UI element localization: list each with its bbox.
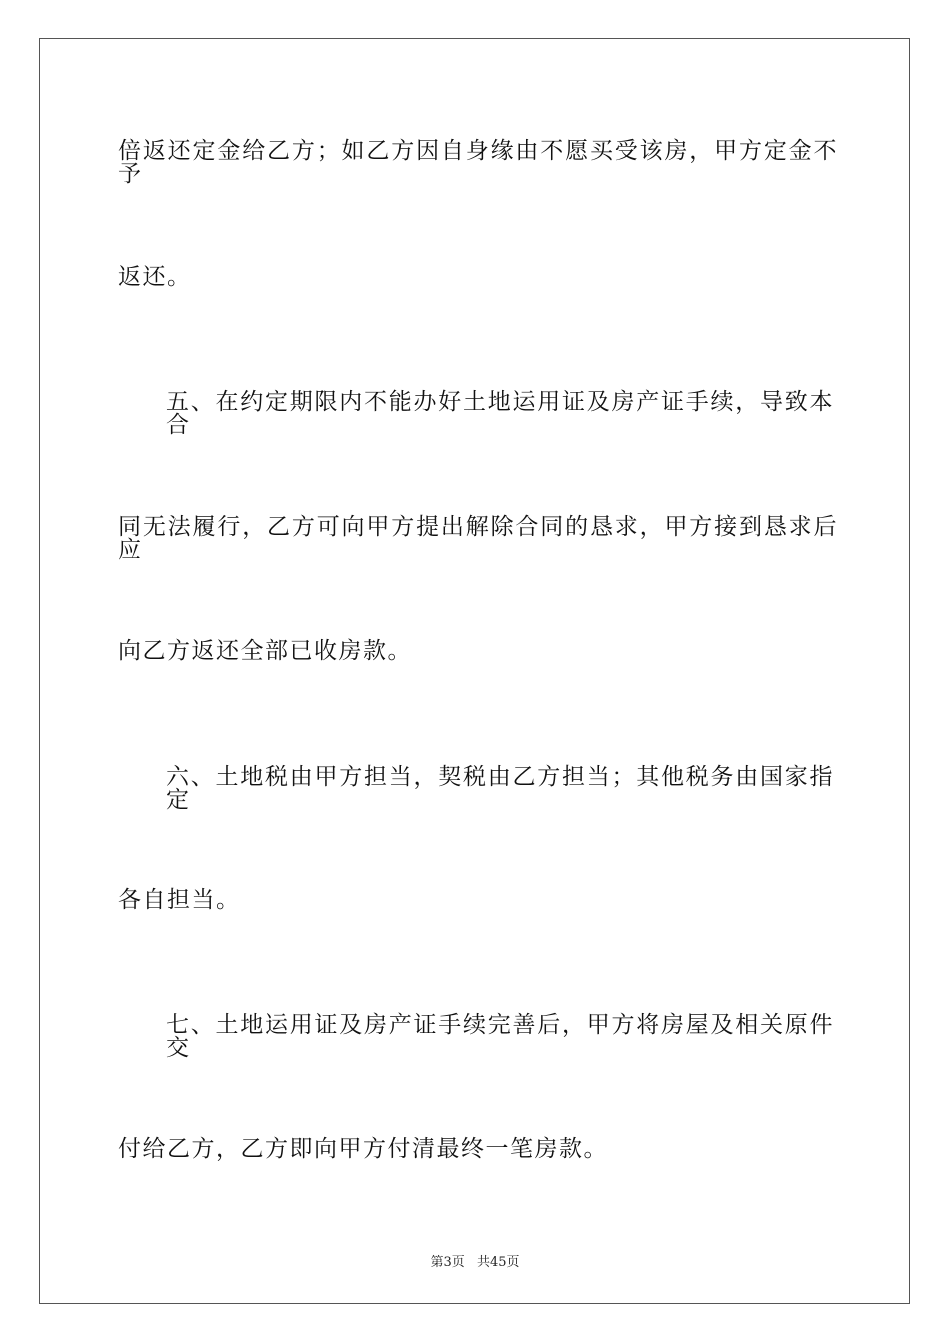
page-total: 共45页 [476,1255,520,1270]
body-line-6: 六、土地税由甲方担当，契税由乙方担当；其他税务由国家指定 [166,764,834,813]
page-frame [39,38,910,1304]
body-line-5: 向乙方返还全部已收房款。 [118,638,412,664]
body-line-7: 各自担当。 [118,887,241,913]
body-line-2: 返还。 [118,264,192,290]
body-line-9: 付给乙方，乙方即向甲方付清最终一笔房款。 [118,1136,608,1162]
body-line-3: 五、在约定期限内不能办好土地运用证及房产证手续，导致本合 [166,389,834,438]
body-line-8: 七、土地运用证及房产证手续完善后，甲方将房屋及相关原件交 [166,1012,834,1061]
body-line-4: 同无法履行，乙方可向甲方提出解除合同的恳求，甲方接到恳求后应 [118,514,838,563]
page-number: 第3页 [430,1255,465,1270]
page-footer [0,1251,950,1270]
body-line-1: 倍返还定金给乙方；如乙方因自身缘由不愿买受该房，甲方定金不予 [118,138,838,187]
